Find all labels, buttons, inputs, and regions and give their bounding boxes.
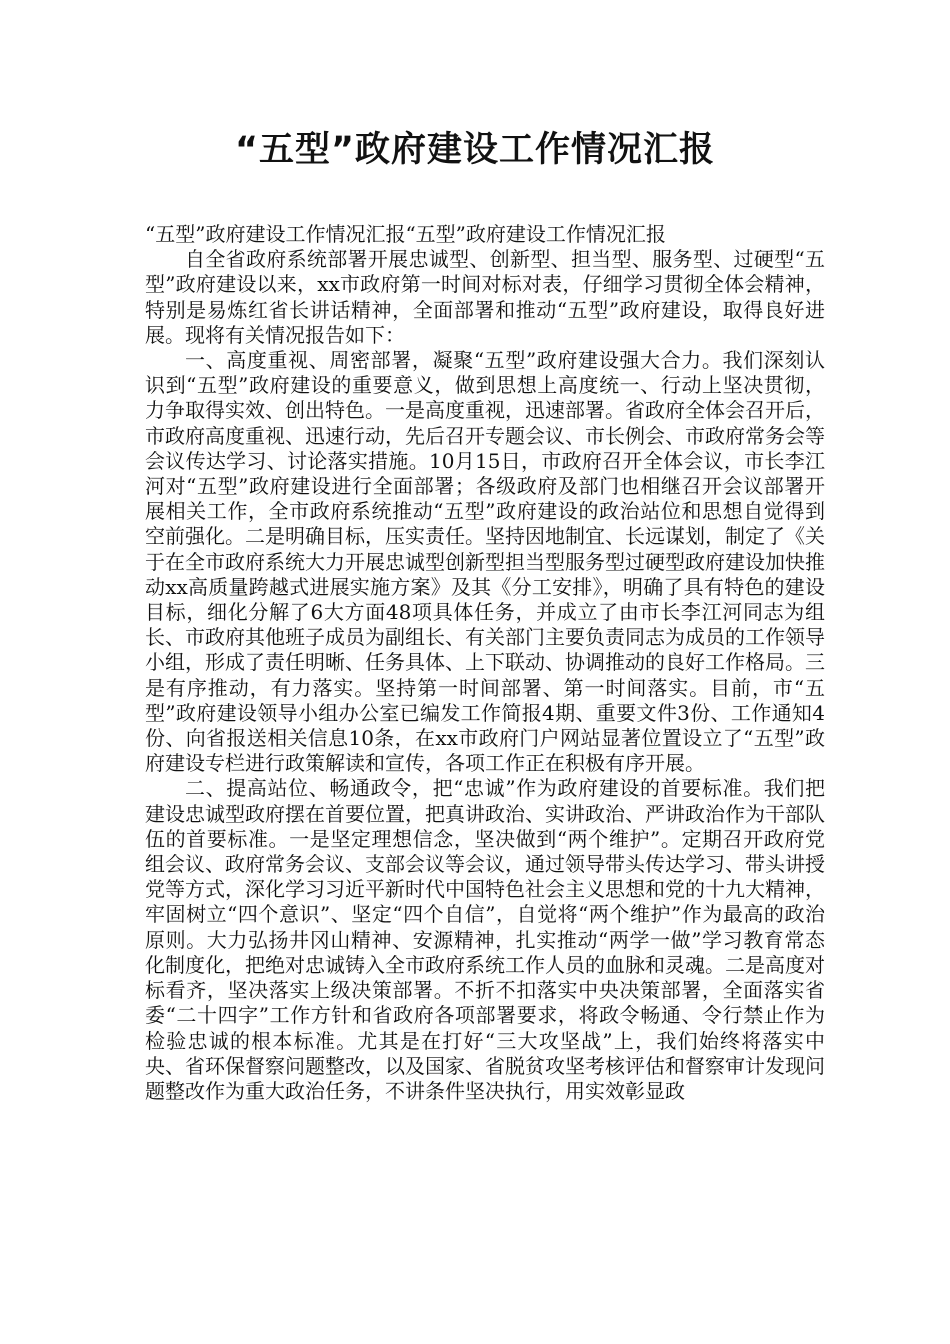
document-title: “五型”政府建设工作情况汇报	[234, 130, 715, 170]
document-body	[145, 222, 825, 1104]
paragraph-heading-repeat: “五型”政府建设工作情况汇报“五型”政府建设工作情况汇报	[145, 222, 666, 246]
paragraph-section-two: 二、提高站位、畅通政令，把“忠诚”作为政府建设的首要标准。我们把建设忠诚型政府摆在首要位置，把真讲政治、实讲政治、严讲政治作为干部队伍的首要标准。一是坚定理想信念，坚决做到“两个维护”。定期召开政府党组会议、政府常务会议、支部会议等会议，通过领导带头传达学习、带头讲授党等方式，深化学习习近平新时代中国特色社会主义思想和党的十九大精神，牢固树立“四个意识”、坚定“四个自信”，自觉将“两个维护”作为最高的政治原则。大力弘扬井冈山精神、安源精神，扎实推动“两学一做”学习教育常态化制度化，把绝对忠诚铸入全市政府系统工作人员的血脉和灵魂。二是高度对标看齐，坚决落实上级决策部署。不折不扣落实中央决策部署，全面落实省委“二十四字”工作方针和省政府各项部署要求，将政令畅通、令行禁止作为检验忠诚的根本标准。尤其是在打好“三大攻坚战”上，我们始终将落实中央、省环保督察问题整改，以及国家、省脱贫攻坚考核评估和督察审计发现问题整改作为重大政治任务，不讲条件坚决执行，用实效彰显政	[145, 776, 825, 1103]
paragraph-section-one: 一、高度重视、周密部署，凝聚“五型”政府建设强大合力。我们深刻认识到“五型”政府建设的重要意义，做到思想上高度统一、行动上坚决贯彻，力争取得实效、创出特色。一是高度重视，迅速部署。省政府全体会召开后，市政府高度重视、迅速行动，先后召开专题会议、市长例会、市政府常务会等会议传达学习、讨论落实措施。10月15日，市政府召开全体会议，市长李江河对“五型”政府建设进行全面部署；各级政府及部门也相继召开会议部署开展相关工作，全市政府系统推动“五型”政府建设的政治站位和思想自觉得到空前强化。二是明确目标，压实责任。坚持因地制宜、长远谋划，制定了《关于在全市政府系统大力开展忠诚型创新型担当型服务型过硬型政府建设加快推动xx高质量跨越式进展实施方案》及其《分工安排》，明确了具有特色的建设目标，细化分解了6大方面48项具体任务，并成立了由市长李江河同志为组长、市政府其他班子成员为副组长、有关部门主要负责同志为成员的工作领导小组，形成了责任明晰、任务具体、上下联动、协调推动的良好工作格局。三是有序推动，有力落实。坚持第一时间部署、第一时间落实。目前，市“五型”政府建设领导小组办公室已编发工作简报4期、重要文件3份、工作通知4份、向省报送相关信息10条，在xx市政府门户网站显著位置设立了“五型”政府建设专栏进行政策解读和宣传，各项工作正在积极有序开展。	[145, 348, 825, 776]
paragraph-intro: 自全省政府系统部署开展忠诚型、创新型、担当型、服务型、过硬型“五型”政府建设以来，xx市政府第一时间对标对表，仔细学习贯彻全体会精神，特别是易炼红省长讲话精神，全面部署和推动“五型”政府建设，取得良好进展。现将有关情况报告如下：	[145, 247, 825, 347]
